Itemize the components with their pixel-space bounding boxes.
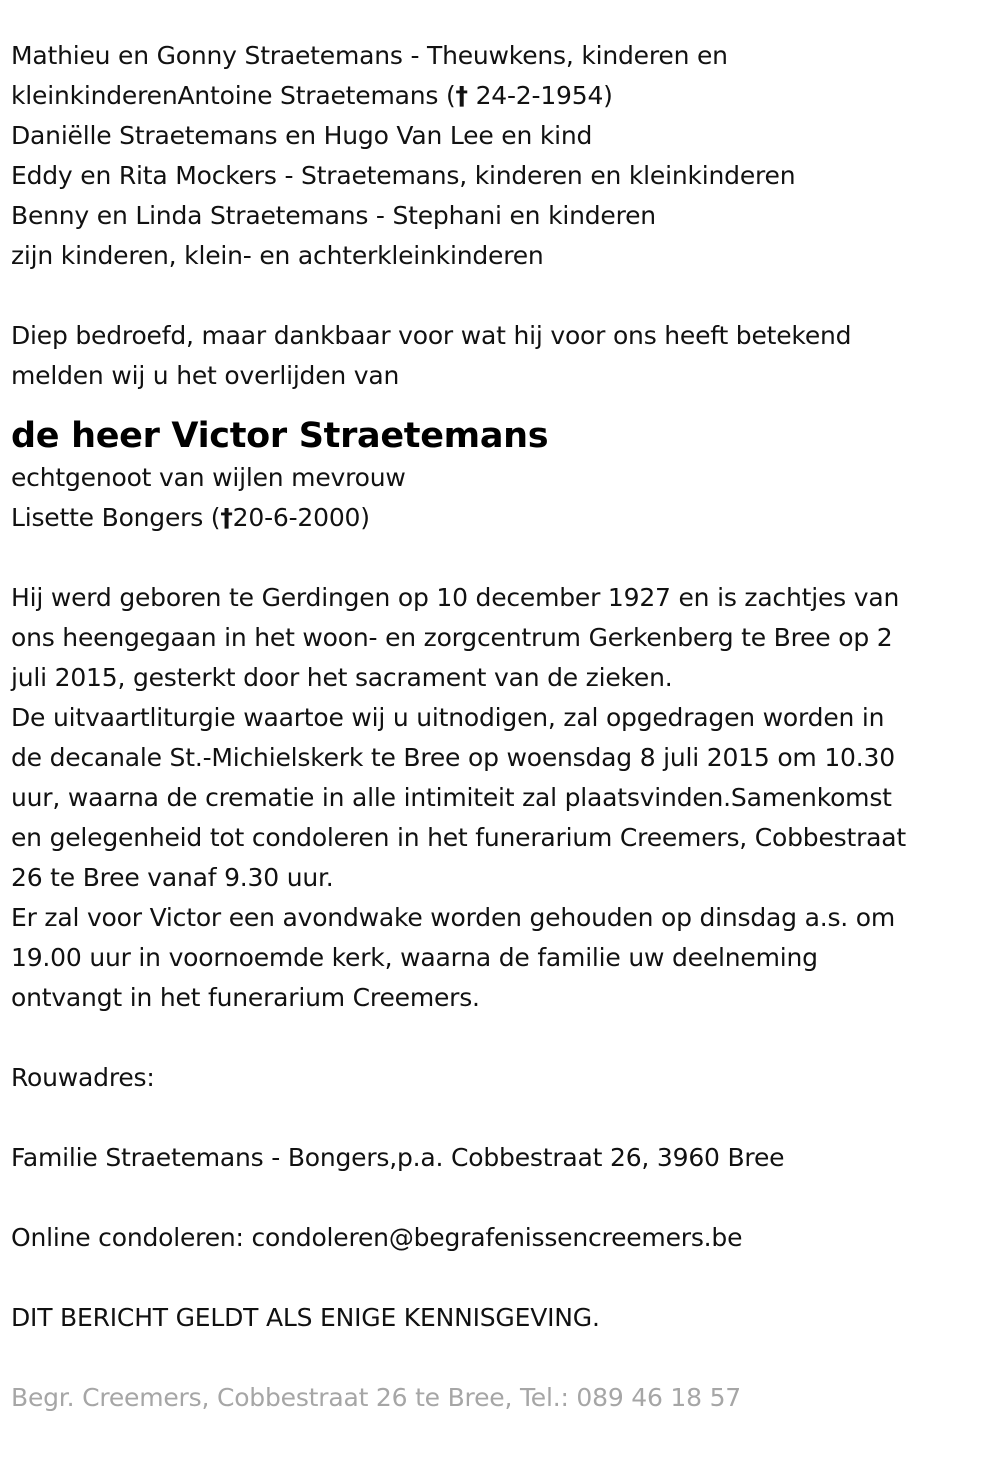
condolence-email-link[interactable]: condoleren@begrafenissencreemers.be <box>251 1223 743 1252</box>
family-line: zijn kinderen, klein- en achterkleinkinderen <box>11 241 544 270</box>
spacer <box>11 276 996 316</box>
details-line: en gelegenheid tot condoleren in het funerarium Creemers, Cobbestraat <box>11 823 907 852</box>
online-condolence-line <box>11 1218 996 1258</box>
announcement-line: Diep bedroefd, maar dankbaar voor wat hij voor ons heeft betekend <box>11 321 852 350</box>
spouse-name-line <box>11 498 996 538</box>
family-line: Eddy en Rita Mockers - Straetemans, kinderen en kleinkinderen <box>11 161 796 190</box>
details-line: ons heengegaan in het woon- en zorgcentrum Gerkenberg te Bree op 2 <box>11 623 893 652</box>
family-line-text: kleinkinderenAntoine Straetemans ( <box>11 81 456 110</box>
mourning-address: Familie Straetemans - Bongers,p.a. Cobbestraat 26, 3960 Bree <box>11 1143 785 1172</box>
deceased-name: de heer Victor Straetemans <box>11 416 549 456</box>
details-line: uur, waarna de crematie in alle intimiteit zal plaatsvinden.Samenkomst <box>11 783 892 812</box>
spacer <box>11 1178 996 1218</box>
spouse-line: echtgenoot van wijlen mevrouw <box>11 463 406 492</box>
family-section <box>11 36 996 276</box>
funeral-home-footer: Begr. Creemers, Cobbestraat 26 te Bree, Tel.: 089 46 18 57 <box>11 1383 742 1412</box>
online-condolence-label: Online condoleren: <box>11 1223 252 1252</box>
spacer <box>11 1258 996 1298</box>
details-line: juli 2015, gesterkt door het sacrament van de zieken. <box>11 663 673 692</box>
spacer <box>11 1018 996 1058</box>
family-line: Benny en Linda Straetemans - Stephani en kinderen <box>11 201 656 230</box>
spouse-death-date: 20-6-2000) <box>232 503 370 532</box>
announcement-section <box>11 316 996 396</box>
family-line: Daniëlle Straetemans en Hugo Van Lee en kind <box>11 121 593 150</box>
details-line: Er zal voor Victor een avondwake worden gehouden op dinsdag a.s. om <box>11 903 896 932</box>
spacer <box>11 538 996 578</box>
details-section <box>11 578 996 1018</box>
cross-icon: † <box>455 81 468 110</box>
mourning-address-label: Rouwadres: <box>11 1063 155 1092</box>
spacer <box>11 1338 996 1378</box>
details-line: De uitvaartliturgie waartoe wij u uitnodigen, zal opgedragen worden in <box>11 703 885 732</box>
details-line: de decanale St.-Michielskerk te Bree op woensdag 8 juli 2015 om 10.30 <box>11 743 895 772</box>
announcement-line: melden wij u het overlijden van <box>11 361 400 390</box>
death-date: 24-2-1954) <box>467 81 613 110</box>
cross-icon: † <box>220 503 233 532</box>
details-line: Hij werd geboren te Gerdingen op 10 december 1927 en is zachtjes van <box>11 583 900 612</box>
spouse-section <box>11 458 996 538</box>
death-notice <box>11 36 996 1418</box>
spouse-name: Lisette Bongers ( <box>11 503 221 532</box>
details-line: 26 te Bree vanaf 9.30 uur. <box>11 863 334 892</box>
notice-statement: DIT BERICHT GELDT ALS ENIGE KENNISGEVING. <box>11 1303 600 1332</box>
details-line: 19.00 uur in voornoemde kerk, waarna de familie uw deelneming <box>11 943 818 972</box>
family-line <box>11 76 996 116</box>
details-line: ontvangt in het funerarium Creemers. <box>11 983 480 1012</box>
family-line: Mathieu en Gonny Straetemans - Theuwkens, kinderen en <box>11 41 728 70</box>
spacer <box>11 1098 996 1138</box>
